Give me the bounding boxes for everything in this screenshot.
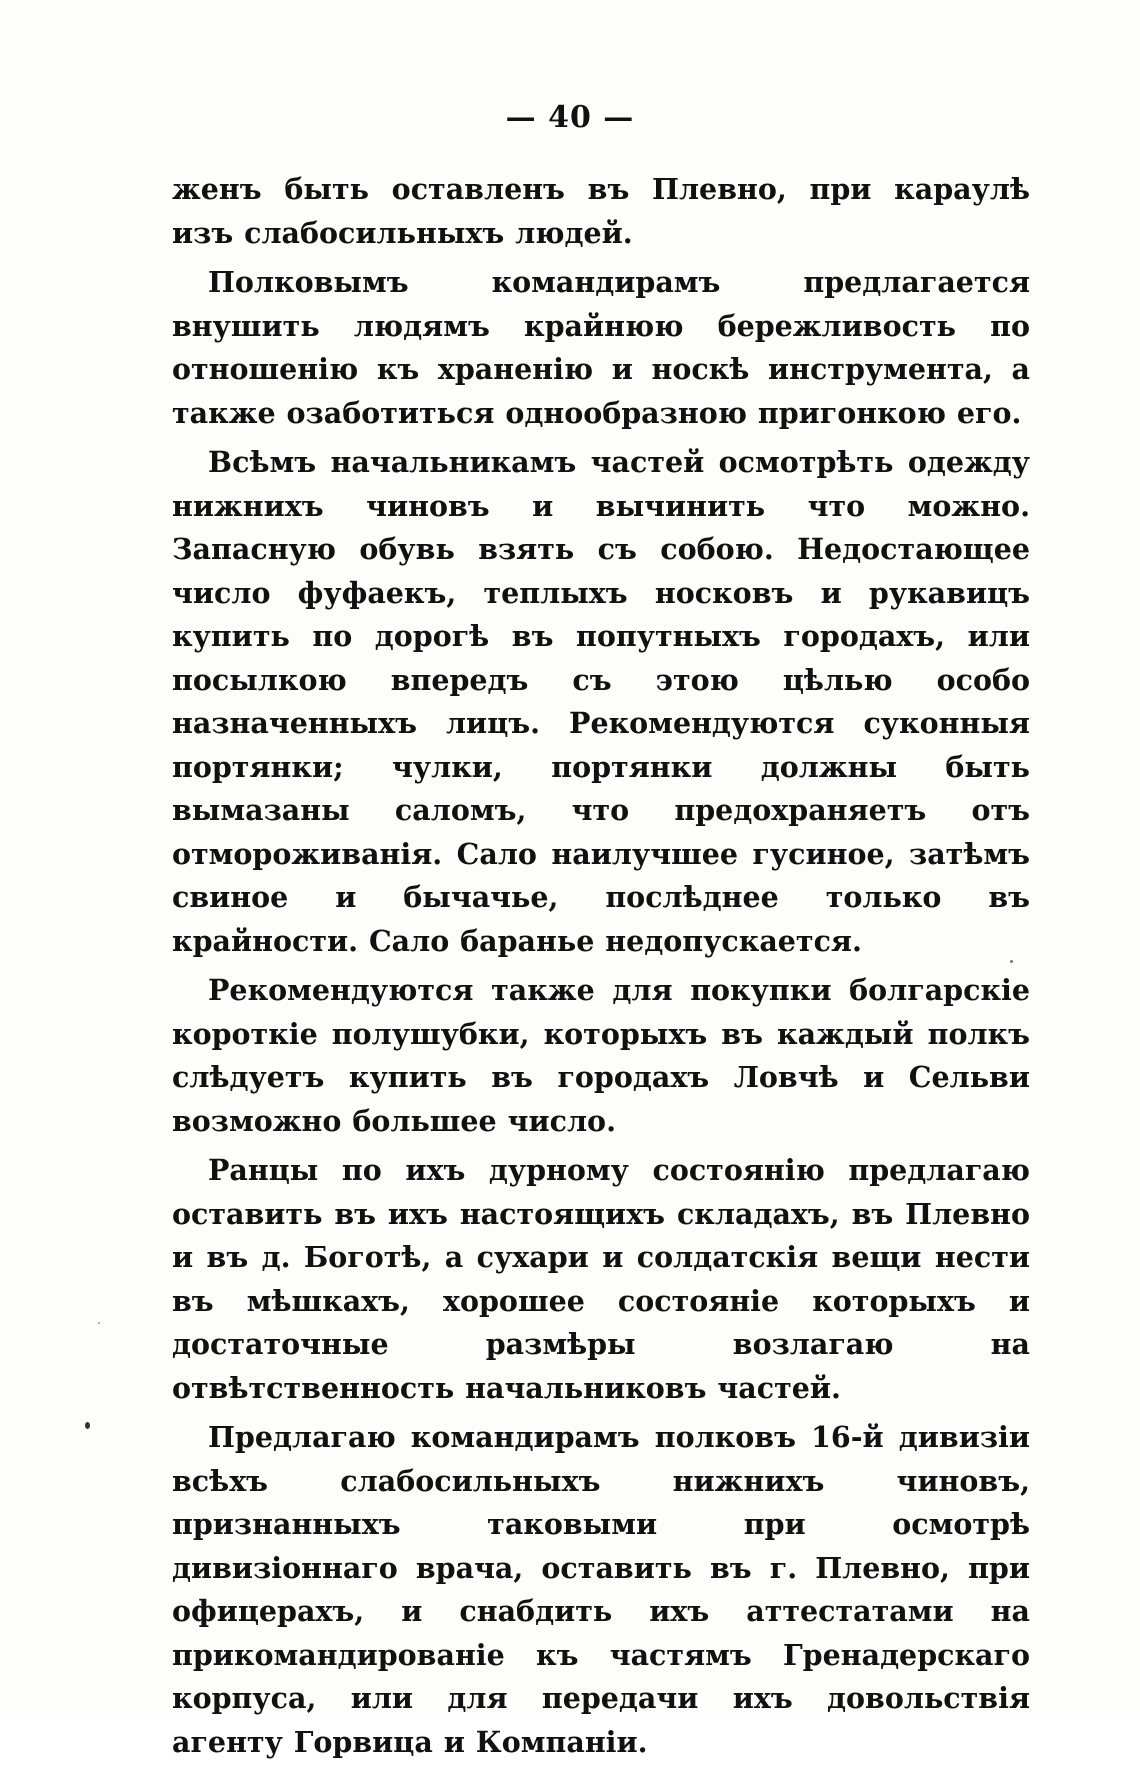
paragraph: Всѣмъ начальникамъ частей осмотрѣть одежду нижнихъ чиновъ и вычинить что можно. Запасную обувь взять съ собою. Недостающее число фуфаекъ, теплыхъ носковъ и рукавицъ купить по дорогѣ въ попутныхъ городахъ, или посылкою впередъ съ этою цѣлью особо назначенныхъ лицъ. Рекомендуются суконныя портянки; чулки, портянки должны быть вымазаны саломъ, что предохраняетъ отъ отмороживанія. Сало наилучшее гусиное, затѣмъ свиное и бычачье, послѣднее только въ крайности. Сало баранье недопускается. — [172, 445, 1030, 958]
paragraph: Ранцы по ихъ дурному состоянію предлагаю оставить въ ихъ настоящихъ складахъ, въ Плевно и въ д. Боготѣ, а сухари и солдатскія вещи нести въ мѣшкахъ, хорошее состояніе которыхъ и достаточные размѣры возлагаю на отвѣтственность начальниковъ частей. — [172, 1153, 1030, 1405]
ink-speck — [85, 1422, 90, 1429]
page-number: — 40 — — [505, 100, 635, 135]
paragraph-continuation: женъ быть оставленъ въ Плевно, при караулѣ изъ слабосильныхъ людей. — [172, 172, 1030, 250]
paragraph: Предлагаю командирамъ полковъ 16-й дивизіи всѣхъ слабосильныхъ нижнихъ чиновъ, признанныхъ таковыми при осмотрѣ дивизіоннаго врача, оставить въ г. Плевно, при офицерахъ, и снабдить ихъ аттестатами на прикомандированіе къ частямъ Гренадерскаго корпуса, или для передачи ихъ довольствія агенту Горвица и Компаніи. — [172, 1420, 1030, 1759]
ink-speck — [98, 1322, 100, 1324]
body-text — [172, 168, 1030, 1770]
paragraph: Рекомендуются также для покупки болгарскіе короткіе полушубки, которыхъ въ каждый полкъ слѣдуетъ купить въ городахъ Ловчѣ и Сельви возможно большее число. — [172, 973, 1030, 1138]
paragraph: Полковымъ командирамъ предлагается внушить людямъ крайнюю бережливость по отношенію къ храненію и носкѣ инструмента, а также озаботиться однообразною пригонкою его. — [172, 265, 1030, 430]
ink-speck — [1010, 960, 1013, 963]
